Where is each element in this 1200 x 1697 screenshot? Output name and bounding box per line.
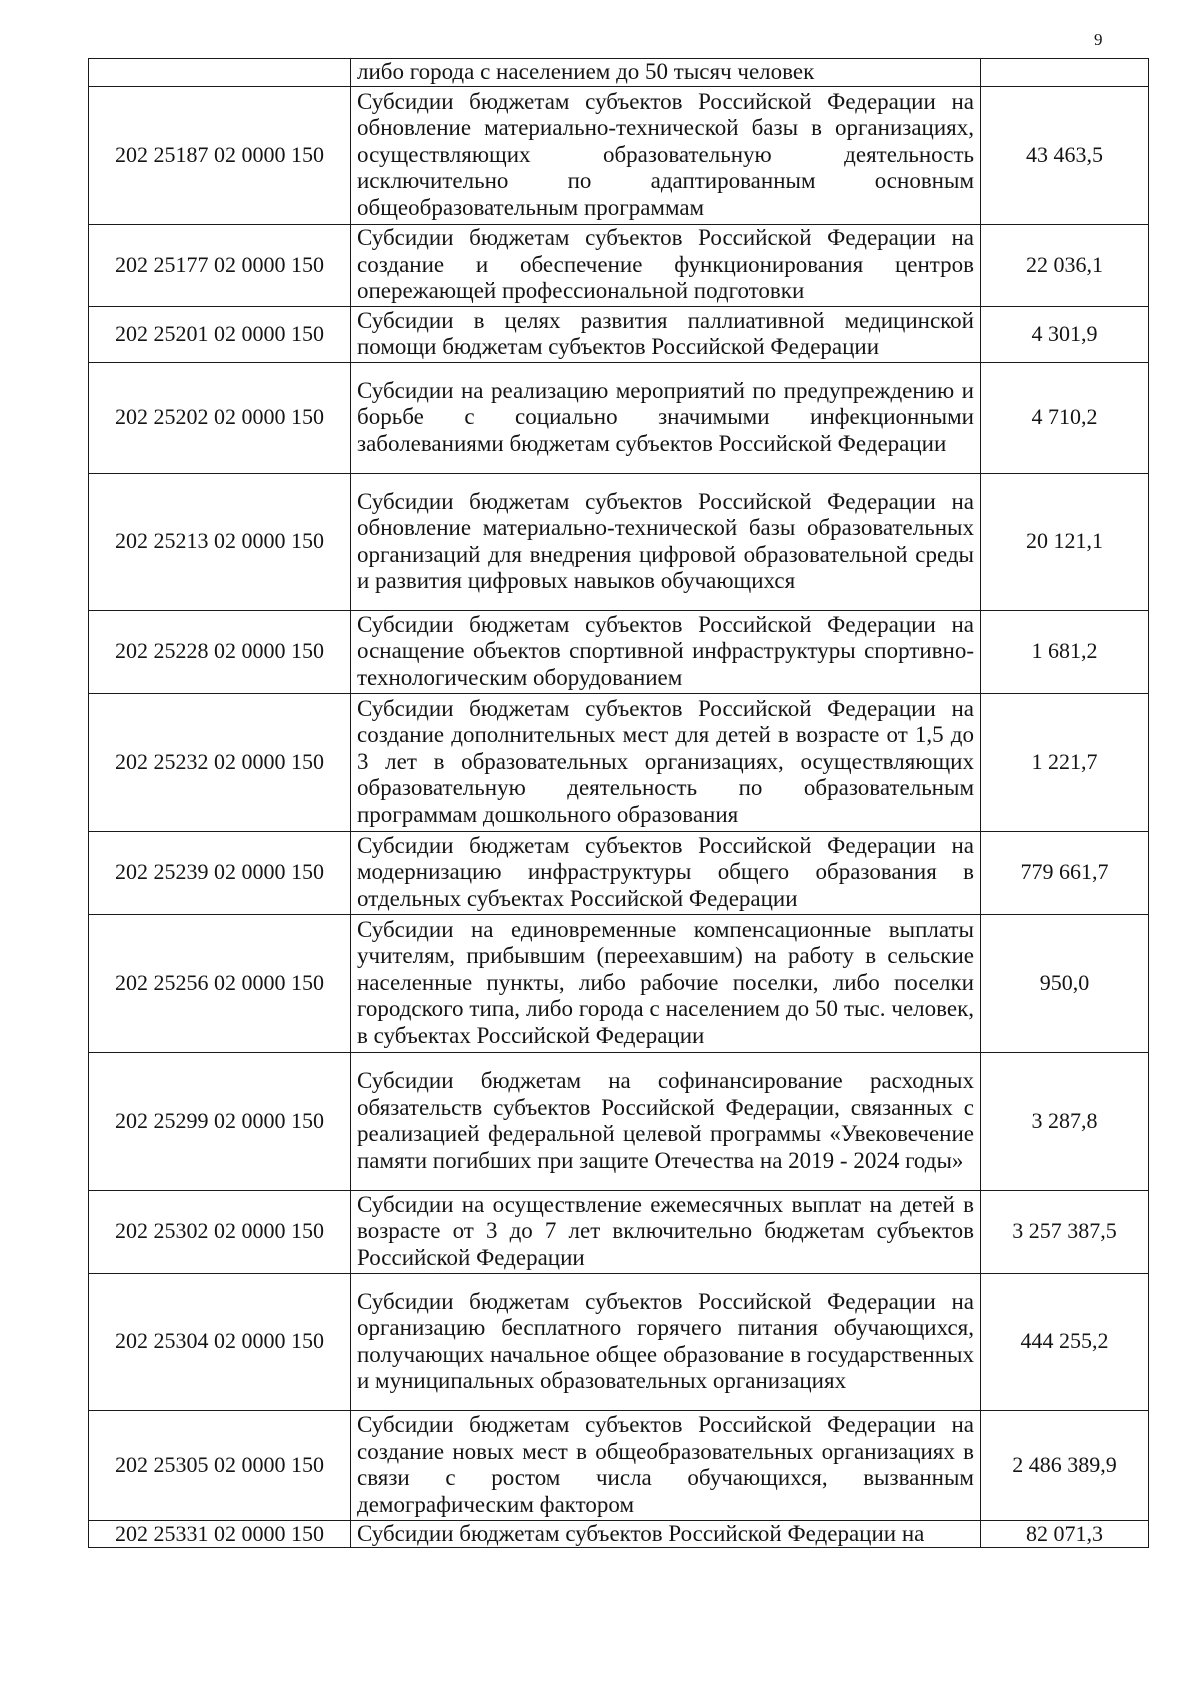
- budget-code-cell: 202 25232 02 0000 150: [89, 693, 351, 831]
- description-cell: Субсидии на единовременные компенсационные выплаты учителям, прибывшим (переехавшим) на работу в сельские населенные пункты, либо рабочие поселки, либо поселки городского типа, либо города с населением до 50 тыс. человек, в субъектах Российской Федерации: [351, 914, 981, 1052]
- budget-code-cell: 202 25201 02 0000 150: [89, 306, 351, 362]
- table-row: [89, 693, 1149, 831]
- budget-code-cell: 202 25304 02 0000 150: [89, 1273, 351, 1410]
- table-row: [89, 473, 1149, 610]
- amount-cell: 20 121,1: [981, 473, 1149, 610]
- budget-revenue-table: [88, 58, 1149, 1548]
- amount-cell: 82 071,3: [981, 1520, 1149, 1548]
- budget-code-cell: 202 25187 02 0000 150: [89, 86, 351, 224]
- amount-cell: 2 486 389,9: [981, 1410, 1149, 1520]
- description-cell: Субсидии бюджетам на софинансирование расходных обязательств субъектов Российской Федерации, связанных с реализацией федеральной целевой программы «Увековечение памяти погибших при защите Отечества на 2019 - 2024 годы»: [351, 1052, 981, 1190]
- amount-cell: 3 287,8: [981, 1052, 1149, 1190]
- budget-code-cell: 202 25256 02 0000 150: [89, 914, 351, 1052]
- amount-cell: 1 681,2: [981, 610, 1149, 693]
- table-row: [89, 1410, 1149, 1520]
- description-cell: Субсидии бюджетам субъектов Российской Федерации на оснащение объектов спортивной инфраструктуры спортивно-технологическим оборудованием: [351, 610, 981, 693]
- description-cell: Субсидии бюджетам субъектов Российской Федерации на создание и обеспечение функционирования центров опережающей профессиональной подготовки: [351, 224, 981, 306]
- description-cell: Субсидии бюджетам субъектов Российской Федерации на модернизацию инфраструктуры общего образования в отдельных субъектах Российской Федерации: [351, 831, 981, 914]
- table-row: [89, 1190, 1149, 1273]
- amount-cell: 3 257 387,5: [981, 1190, 1149, 1273]
- table-row: [89, 831, 1149, 914]
- amount-cell: 22 036,1: [981, 224, 1149, 306]
- description-cell: Субсидии бюджетам субъектов Российской Федерации на обновление материально-технической базы образовательных организаций для внедрения цифровой образовательной среды и развития цифровых навыков обучающихся: [351, 473, 981, 610]
- amount-cell: 4 301,9: [981, 306, 1149, 362]
- description-cell: Субсидии бюджетам субъектов Российской Федерации на: [351, 1520, 981, 1548]
- description-cell: Субсидии на реализацию мероприятий по предупреждению и борьбе с социально значимыми инфекционными заболеваниями бюджетам субъектов Российской Федерации: [351, 362, 981, 473]
- table-row: [89, 914, 1149, 1052]
- table-row: [89, 224, 1149, 306]
- amount-cell: 444 255,2: [981, 1273, 1149, 1410]
- budget-code-cell: 202 25302 02 0000 150: [89, 1190, 351, 1273]
- table-row: [89, 1052, 1149, 1190]
- budget-code-cell: 202 25177 02 0000 150: [89, 224, 351, 306]
- description-cell: Субсидии бюджетам субъектов Российской Федерации на обновление материально-технической базы в организациях, осуществляющих образовательную деятельность исключительно по адаптированным основным общеобразовательным программам: [351, 86, 981, 224]
- description-cell: Субсидии на осуществление ежемесячных выплат на детей в возрасте от 3 до 7 лет включительно бюджетам субъектов Российской Федерации: [351, 1190, 981, 1273]
- description-cell: Субсидии бюджетам субъектов Российской Федерации на организацию бесплатного горячего питания обучающихся, получающих начальное общее образование в государственных и муниципальных образовательных организациях: [351, 1273, 981, 1410]
- budget-code-cell: 202 25299 02 0000 150: [89, 1052, 351, 1190]
- budget-code-cell: 202 25213 02 0000 150: [89, 473, 351, 610]
- amount-cell: 1 221,7: [981, 693, 1149, 831]
- description-cell: Субсидии бюджетам субъектов Российской Федерации на создание новых мест в общеобразовательных организациях в связи с ростом числа обучающихся, вызванным демографическим фактором: [351, 1410, 981, 1520]
- description-cell: Субсидии в целях развития паллиативной медицинской помощи бюджетам субъектов Российской Федерации: [351, 306, 981, 362]
- amount-cell: [981, 59, 1149, 87]
- table-row: [89, 362, 1149, 473]
- amount-cell: 779 661,7: [981, 831, 1149, 914]
- table-row: [89, 59, 1149, 87]
- budget-code-cell: 202 25202 02 0000 150: [89, 362, 351, 473]
- amount-cell: 43 463,5: [981, 86, 1149, 224]
- description-cell: либо города с населением до 50 тысяч человек: [351, 59, 981, 87]
- table-row: [89, 86, 1149, 224]
- table-row: [89, 610, 1149, 693]
- budget-code-cell: 202 25305 02 0000 150: [89, 1410, 351, 1520]
- budget-code-cell: 202 25239 02 0000 150: [89, 831, 351, 914]
- amount-cell: 4 710,2: [981, 362, 1149, 473]
- table-row: [89, 1273, 1149, 1410]
- table-row: [89, 1520, 1149, 1548]
- table-row: [89, 306, 1149, 362]
- budget-code-cell: 202 25331 02 0000 150: [89, 1520, 351, 1548]
- budget-code-cell: [89, 59, 351, 87]
- amount-cell: 950,0: [981, 914, 1149, 1052]
- budget-code-cell: 202 25228 02 0000 150: [89, 610, 351, 693]
- page-number: 9: [1094, 30, 1103, 49]
- description-cell: Субсидии бюджетам субъектов Российской Федерации на создание дополнительных мест для детей в возрасте от 1,5 до 3 лет в образовательных организациях, осуществляющих образовательную деятельность по образовательным программам дошкольного образования: [351, 693, 981, 831]
